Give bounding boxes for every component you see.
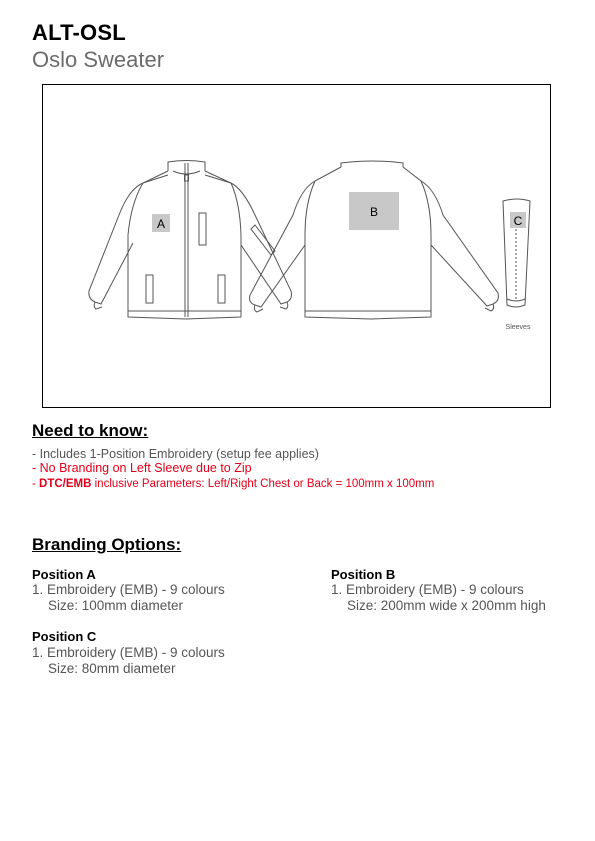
note-left-sleeve: - No Branding on Left Sleeve due to Zip <box>32 461 252 475</box>
position-b-title: Position B <box>331 567 396 582</box>
note-parameters-prefix: - <box>32 478 40 490</box>
position-a-method: 1. Embroidery (EMB) - 9 colours <box>32 582 225 597</box>
position-c-size: Size: 80mm diameter <box>48 661 176 676</box>
note-parameters-rest: inclusive Parameters: Left/Right Chest or Back = 100mm x 100mm <box>91 478 435 490</box>
note-embroidery: - Includes 1-Position Embroidery (setup fee applies) <box>32 447 319 461</box>
position-c-method: 1. Embroidery (EMB) - 9 colours <box>32 645 225 660</box>
note-parameters <box>32 478 434 490</box>
position-a-size: Size: 100mm diameter <box>48 598 184 613</box>
position-a-title: Position A <box>32 567 96 582</box>
garment-diagram <box>42 84 551 408</box>
sleeves-caption: Sleeves <box>505 324 531 331</box>
note-parameters-bold: DTC/EMB <box>39 478 92 490</box>
garment-drawing <box>43 85 552 409</box>
branding-options-heading: Branding Options: <box>32 535 182 554</box>
label-c: C <box>513 214 523 228</box>
product-name: Oslo Sweater <box>32 47 165 72</box>
need-to-know-heading: Need to know: <box>32 421 149 440</box>
position-b-method: 1. Embroidery (EMB) - 9 colours <box>331 582 524 597</box>
position-b-size: Size: 200mm wide x 200mm high <box>347 598 546 613</box>
label-b: B <box>369 205 379 219</box>
position-c-title: Position C <box>32 629 97 644</box>
product-code: ALT-OSL <box>32 20 126 45</box>
label-a: A <box>156 217 166 231</box>
back-view <box>250 161 499 319</box>
front-view <box>89 161 292 320</box>
